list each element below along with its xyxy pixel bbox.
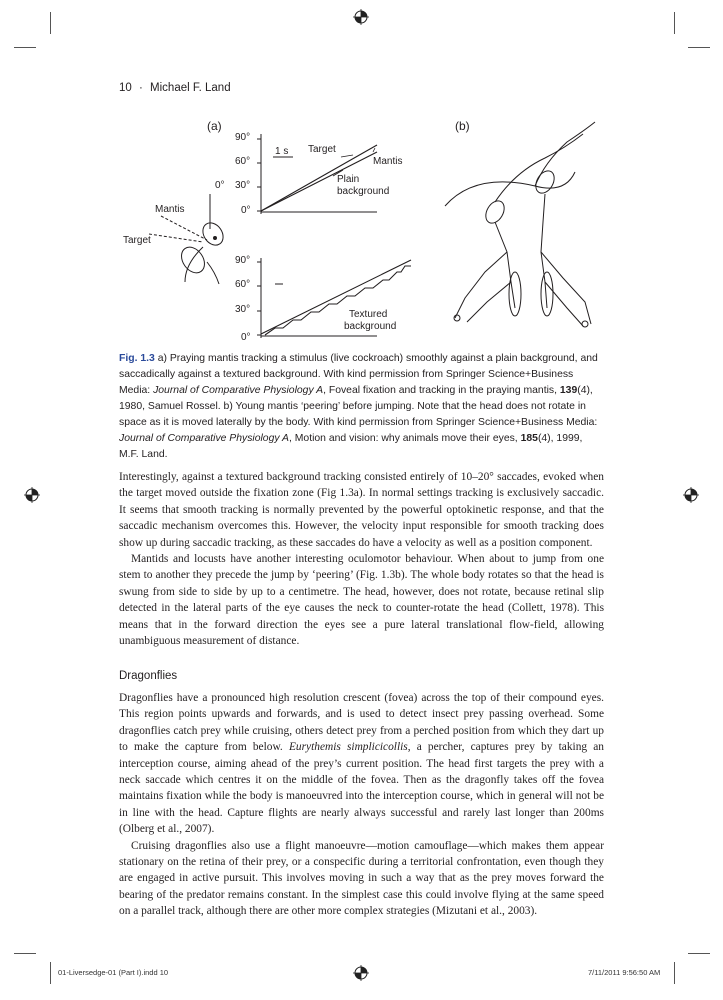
caption-journal: Journal of Comparative Physiology A bbox=[153, 385, 324, 396]
crop-mark bbox=[674, 12, 675, 34]
caption-journal: Journal of Comparative Physiology A bbox=[119, 433, 289, 444]
peering-mantis-drawing bbox=[445, 122, 595, 327]
crop-mark bbox=[688, 953, 710, 954]
section-heading: Dragonflies bbox=[119, 670, 178, 682]
dragonfly-text-block bbox=[119, 690, 604, 920]
running-head-separator: · bbox=[139, 82, 143, 94]
schematic-mantis-label: Mantis bbox=[155, 204, 185, 215]
paragraph-text: Dragonflies have a pronounced high resolution crescent (fovea) across the top of their compound eyes. This region points upwards and forwards, and is used to detect insect prey passing overhead. Some dragonflies catch prey while cruising, others detect prey from a perched position from which they dart up to make the capture from below. bbox=[119, 692, 604, 754]
crop-mark bbox=[14, 47, 36, 48]
plain-label-line1: Plain bbox=[337, 174, 360, 185]
crop-mark bbox=[674, 962, 675, 984]
figure-caption bbox=[119, 351, 604, 463]
schematic-zero-label: 0° bbox=[215, 180, 225, 191]
time-scale-label: 1 s bbox=[275, 146, 289, 157]
panel-a-label: (a) bbox=[207, 119, 222, 133]
top-tick-0: 0° bbox=[241, 205, 251, 216]
registration-mark-icon bbox=[24, 487, 40, 503]
textured-label-line2: background bbox=[344, 321, 397, 332]
paragraph: Cruising dragonflies also use a flight manoeuvre—motion camouflage—which makes them appear stationary on the retina of their prey, or a conspecific during a territorial confrontation, even though they are engaged in active pursuit. This involves moving in such a way that as the prey moves forward the bearing of the predator remains constant. In the simplest case this could involve flying at the same speed on a parallel track, although there are other more complex strategies (Mizutani et al., 2003). bbox=[119, 839, 604, 918]
footer-file-slug: 01-Liversedge-01 (Part I).indd 10 bbox=[58, 968, 169, 977]
body-text-block bbox=[119, 469, 604, 649]
textured-label-line1: Textured bbox=[349, 309, 388, 320]
caption-text: (4), 1980, Samuel Rossel. b) Young mantis ‘peering’ before jumping. Note that the head does not rotate in space as it is moved laterally by the body. With kind permission from Springer Science+Business Media: bbox=[119, 385, 598, 428]
footer-timestamp: 7/11/2011 9:56:50 AM bbox=[588, 968, 661, 977]
top-tick-30: 30° bbox=[235, 180, 251, 191]
caption-text: , Motion and vision: why animals move their eyes, bbox=[289, 433, 521, 444]
panel-b-label: (b) bbox=[455, 119, 470, 133]
caption-volume: 139 bbox=[559, 385, 578, 396]
crop-mark bbox=[50, 12, 51, 34]
page-number: 10 bbox=[119, 82, 132, 94]
crop-mark bbox=[50, 962, 51, 984]
registration-mark-icon bbox=[353, 965, 369, 981]
plain-label-line2: background bbox=[337, 186, 390, 197]
caption-text: , Foveal fixation and tracking in the praying mantis, bbox=[323, 385, 560, 396]
registration-mark-icon bbox=[353, 9, 369, 25]
running-head-author: Michael F. Land bbox=[150, 82, 231, 94]
figure-1-3 bbox=[115, 112, 615, 348]
bottom-tick-30: 30° bbox=[235, 304, 251, 315]
species-name: Eurythemis simplicicollis bbox=[288, 741, 408, 754]
crop-mark bbox=[688, 47, 710, 48]
caption-text: (4), 1999, M.F. Land. bbox=[119, 433, 583, 460]
running-head bbox=[119, 82, 231, 94]
caption-volume: 185 bbox=[520, 433, 538, 444]
paragraph-text: , a percher, captures prey by taking an interception course, aiming ahead of the prey’s current position. The head first targets the prey with a neck saccade which centres it on the middle of the fovea. Then as the dragonfly takes off the fovea maintains fixation while the body is manoeuvred into the interception course, which in general will not be in line with the head. Capture flights are nearly always successful and rarely last longer than 200ms (Olberg et al., 2007). bbox=[119, 741, 604, 836]
target-curve-label: Target bbox=[308, 144, 336, 155]
bottom-tick-0: 0° bbox=[241, 332, 251, 343]
paragraph bbox=[119, 690, 604, 838]
top-tick-60: 60° bbox=[235, 156, 251, 167]
top-tick-90: 90° bbox=[235, 132, 251, 143]
paragraph: Mantids and locusts have another interesting oculomotor behaviour. When about to jump from one stem to another they precede the jump by ‘peering’ (Fig. 1.3b). The whole body rotates so that the head is swung from side to side by up to a centimetre. The head, however, does not rotate, because retinal slip detected in the lateral parts of the eye causes the neck to counter-rotate the head (Collett, 1978). This means that in the forward direction the eyes see a pure lateral translational flow-field, allowing unambiguous measurement of distance. bbox=[119, 553, 604, 648]
caption-figure-number: Fig. 1.3 bbox=[119, 353, 155, 364]
bottom-tick-60: 60° bbox=[235, 279, 251, 290]
registration-mark-icon bbox=[683, 487, 699, 503]
paragraph: Interestingly, against a textured background tracking consisted entirely of 10–20° saccades, evoked when the target moved outside the fixation zone (Fig 1.3a). In normal settings tracking is exclusively saccadic. It seems that smooth tracking is normally prevented by the powerful optokinetic response, and that the saccadic mechanism overcomes this. However, the velocity input responsible for smooth tracking does show up during saccadic tracking, as these saccades do have a velocity as well as a position component. bbox=[119, 471, 604, 549]
crop-mark bbox=[14, 953, 36, 954]
caption-text: a) Praying mantis tracking a stimulus (live cockroach) smoothly against a plain background, and saccadically against a textured background. With kind permission from Springer Science+Business Media: bbox=[119, 353, 598, 396]
mantis-curve-label: Mantis bbox=[373, 156, 403, 167]
schematic-target-label: Target bbox=[123, 235, 151, 246]
bottom-tick-90: 90° bbox=[235, 255, 251, 266]
